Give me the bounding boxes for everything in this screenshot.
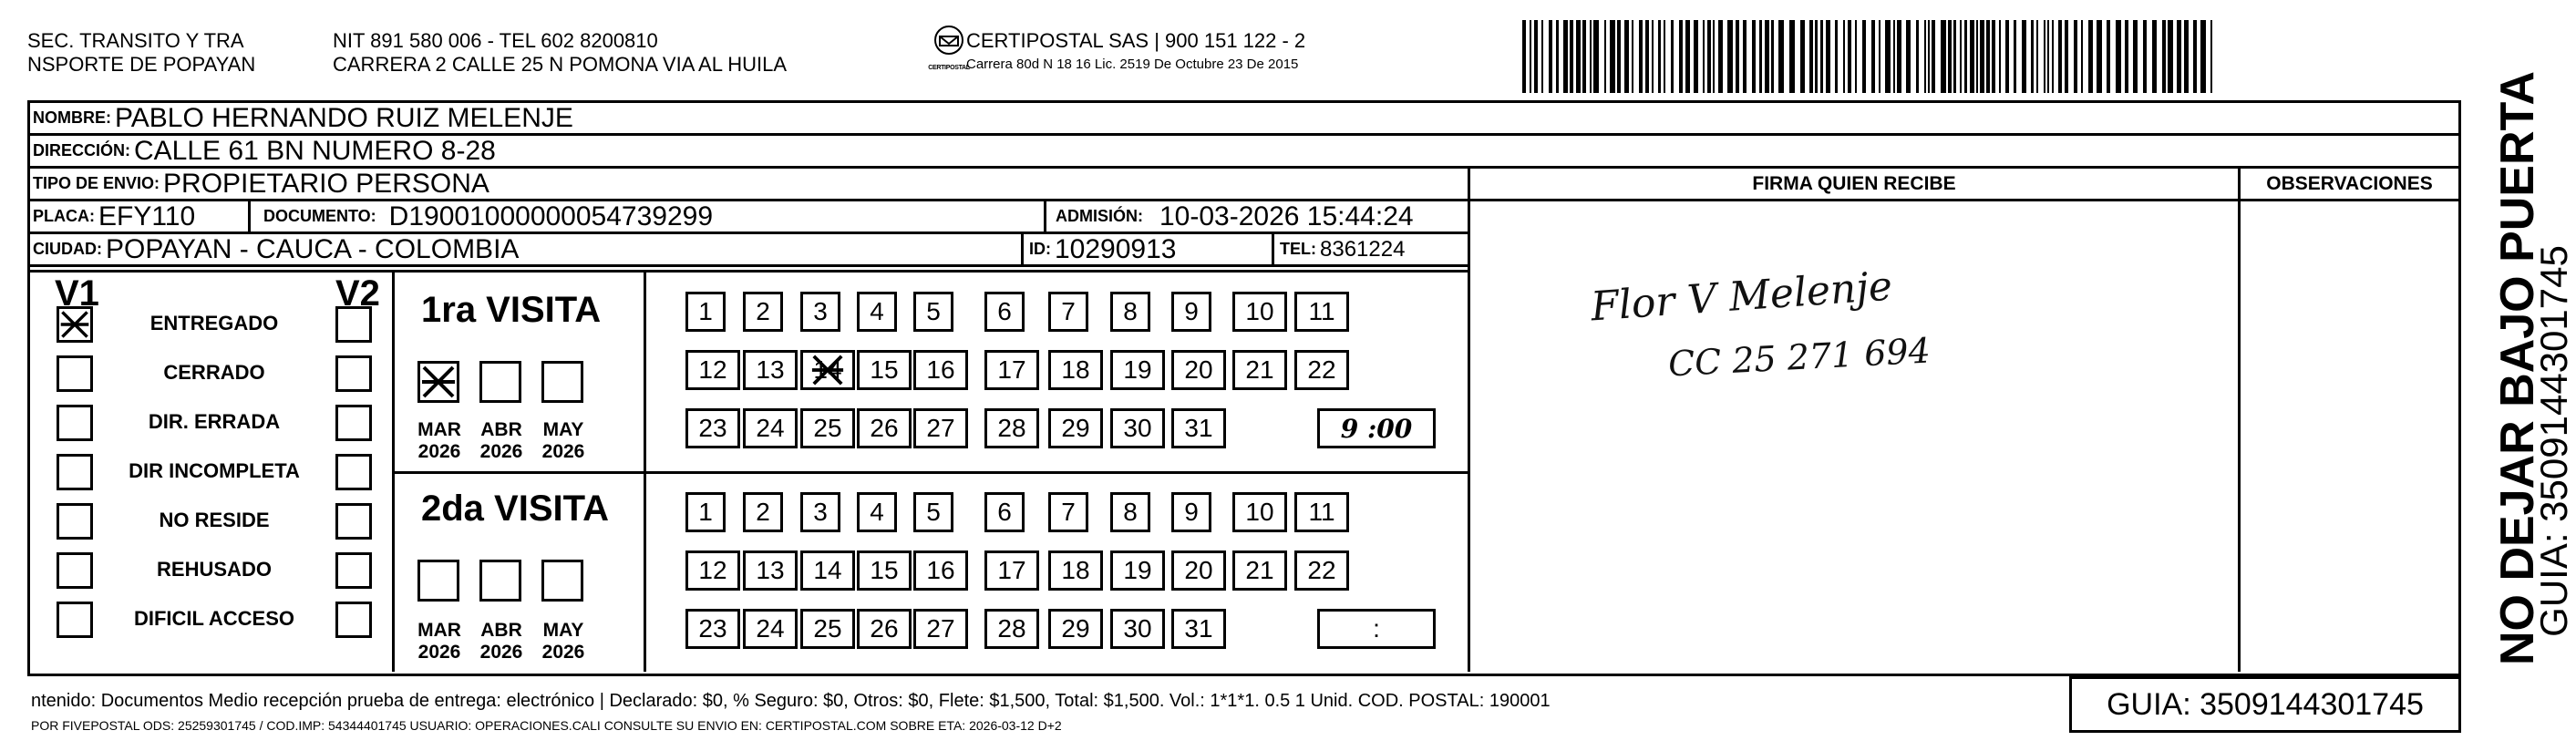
nit-line: NIT 891 580 006 - TEL 602 8200810 (333, 29, 658, 52)
footer-guia: GUIA: 3509144301745 (2069, 676, 2461, 733)
v2-checkbox-6[interactable] (335, 552, 372, 589)
v2-checkbox-1[interactable] (335, 306, 372, 343)
visit-2-month-mar[interactable] (417, 560, 459, 602)
visit-2-day-31[interactable]: 31 (1171, 609, 1226, 649)
status-label-6: REHUSADO (157, 558, 272, 581)
visit-1-day-5[interactable]: 5 (913, 292, 953, 332)
tel-value: 8361224 (1320, 236, 1406, 262)
visit-2-day-25[interactable]: 25 (800, 609, 855, 649)
visit-2-day-6[interactable]: 6 (984, 492, 1025, 532)
visit-2-day-17[interactable]: 17 (984, 550, 1039, 591)
placa-cell (27, 201, 251, 231)
visit-2-day-19[interactable]: 19 (1110, 550, 1165, 591)
status-label-2: CERRADO (163, 361, 265, 384)
visit-1-day-4[interactable]: 4 (857, 292, 897, 332)
visit-1-day-23[interactable]: 23 (685, 408, 740, 448)
visit-1-day-7[interactable]: 7 (1048, 292, 1088, 332)
nombre-row (27, 103, 2458, 136)
form-divider-obs (2238, 169, 2241, 672)
v2-checkbox-7[interactable] (335, 602, 372, 638)
check-mark-icon (803, 353, 852, 387)
visit-1-day-14[interactable]: 14 (800, 350, 855, 390)
v1-checkbox-1[interactable] (57, 306, 93, 343)
footer-line-2: POR FIVEPOSTAL ODS: 25259301745 / COD.IMP: 54344401745 USUARIO: OPERACIONES.CALI CONSULTE SU ENVIO EN: CERTIPOSTAL.COM SOBRE ETA: 2026-03-12 D+2 (31, 718, 1062, 733)
visit-2-day-3[interactable]: 3 (800, 492, 840, 532)
visit-1-day-30[interactable]: 30 (1110, 408, 1165, 448)
v1-checkbox-3[interactable] (57, 405, 93, 441)
documento-cell (251, 201, 1044, 231)
status-top-line (27, 270, 1468, 273)
status-label-4: DIR INCOMPLETA (129, 459, 300, 482)
visit-1-day-2[interactable]: 2 (743, 292, 783, 332)
ciudad-row (27, 234, 1468, 267)
tipo-label: TIPO DE ENVIO: (33, 174, 160, 192)
side-label (2472, 70, 2575, 665)
v1-checkbox-4[interactable] (57, 454, 93, 490)
visit-1-day-12[interactable]: 12 (685, 350, 740, 390)
visit-2-day-21[interactable]: 21 (1232, 550, 1287, 591)
visit-2-month-label: MAR 2026 (417, 620, 461, 663)
barcode (1522, 20, 2224, 95)
firma-header: FIRMA QUIEN RECIBE (1470, 169, 2238, 201)
v1-header: V1 (55, 273, 99, 314)
id-cell (1021, 234, 1272, 264)
nombre-value: PABLO HERNANDO RUIZ MELENJE (115, 102, 573, 133)
sender-line-2: NSPORTE DE POPAYAN (27, 53, 256, 76)
visit-1-day-22[interactable]: 22 (1294, 350, 1349, 390)
visit-1-day-24[interactable]: 24 (743, 408, 798, 448)
sender-line-1: SEC. TRANSITO Y TRA (27, 29, 244, 52)
visit-2-day-15[interactable]: 15 (857, 550, 912, 591)
courier-line-2: Carrera 80d N 18 16 Lic. 2519 De Octubre 23 De 2015 (966, 57, 1299, 72)
visit-2-day-7[interactable]: 7 (1048, 492, 1088, 532)
visit-2-day-30[interactable]: 30 (1110, 609, 1165, 649)
visit-1-month-label: MAY 2026 (541, 419, 585, 462)
observaciones-header: OBSERVACIONES (2241, 169, 2458, 201)
visit-1-day-18[interactable]: 18 (1048, 350, 1103, 390)
visit-2-month-label: MAY 2026 (541, 620, 585, 663)
placa-label: PLACA: (33, 207, 95, 225)
visit-2-day-5[interactable]: 5 (913, 492, 953, 532)
visit-1-day-31[interactable]: 31 (1171, 408, 1226, 448)
visit-2-day-9[interactable]: 9 (1171, 492, 1211, 532)
visit-1-day-11[interactable]: 11 (1294, 292, 1349, 332)
tipo-value: PROPIETARIO PERSONA (163, 168, 489, 199)
visit-2-day-14[interactable]: 14 (800, 550, 855, 591)
visit-2-day-11[interactable]: 11 (1294, 492, 1349, 532)
visit-1-day-15[interactable]: 15 (857, 350, 912, 390)
visit-2-day-2[interactable]: 2 (743, 492, 783, 532)
check-mark-icon (420, 364, 457, 400)
ciudad-cell (27, 234, 1021, 264)
visit-1-day-3[interactable]: 3 (800, 292, 840, 332)
address-line: CARRERA 2 CALLE 25 N POMONA VIA AL HUILA (333, 53, 788, 76)
id-value: 10290913 (1055, 233, 1177, 264)
visit-1-day-10[interactable]: 10 (1232, 292, 1287, 332)
calendar-divider (644, 270, 646, 672)
visit-1-day-27[interactable]: 27 (913, 408, 968, 448)
status-label-3: DIR. ERRADA (148, 410, 281, 433)
documento-value: D19001000000054739299 (388, 201, 714, 231)
visit-2-day-24[interactable]: 24 (743, 609, 798, 649)
visit-1-day-19[interactable]: 19 (1110, 350, 1165, 390)
admision-value: 10-03-2026 15:44:24 (1159, 201, 1414, 231)
courier-line-1: CERTIPOSTAL SAS | 900 151 122 - 2 (966, 29, 1306, 52)
visit-1-month-may[interactable] (541, 361, 583, 403)
visit-1-month-mar[interactable] (417, 361, 459, 403)
visit-2-time-field[interactable]: : (1317, 609, 1436, 649)
visit-1-day-21[interactable]: 21 (1232, 350, 1287, 390)
placa-value: EFY110 (98, 201, 196, 231)
status-label-7: DIFICIL ACCESO (133, 607, 294, 630)
tel-cell (1272, 234, 1405, 264)
visit-2-day-10[interactable]: 10 (1232, 492, 1287, 532)
form-divider-main (1468, 169, 1470, 672)
visit-1-day-6[interactable]: 6 (984, 292, 1025, 332)
visit-1-day-29[interactable]: 29 (1048, 408, 1103, 448)
visit-2-day-28[interactable]: 28 (984, 609, 1039, 649)
direccion-value: CALLE 61 BN NUMERO 8-28 (134, 135, 496, 166)
v2-checkbox-2[interactable] (335, 355, 372, 392)
v1-checkbox-5[interactable] (57, 503, 93, 540)
visit-2-day-13[interactable]: 13 (743, 550, 798, 591)
visit-2-month-may[interactable] (541, 560, 583, 602)
nombre-label: NOMBRE: (33, 108, 111, 127)
v2-checkbox-5[interactable] (335, 503, 372, 540)
v1-checkbox-2[interactable] (57, 355, 93, 392)
visit-2-day-20[interactable]: 20 (1171, 550, 1226, 591)
logo-text: CERTIPOSTAL (928, 65, 970, 71)
ciudad-value: POPAYAN - CAUCA - COLOMBIA (106, 233, 520, 264)
v2-checkbox-3[interactable] (335, 405, 372, 441)
visit-1-time-field[interactable]: 9 :00 (1317, 408, 1436, 448)
visit-divider (395, 471, 1468, 474)
visit-2-day-27[interactable]: 27 (913, 609, 968, 649)
status-label-5: NO RESIDE (159, 509, 270, 531)
ciudad-label: CIUDAD: (33, 240, 102, 258)
visit-1-day-28[interactable]: 28 (984, 408, 1039, 448)
v1-checkbox-7[interactable] (57, 602, 93, 638)
visit-1-month-label: ABR 2026 (479, 419, 523, 462)
direccion-row (27, 136, 2458, 169)
visit-1-day-1[interactable]: 1 (685, 292, 726, 332)
admision-cell (1044, 201, 1414, 231)
visit-2-day-23[interactable]: 23 (685, 609, 740, 649)
visit-2-day-12[interactable]: 12 (685, 550, 740, 591)
visit-1-month-label: MAR 2026 (417, 419, 461, 462)
visit-1-day-8[interactable]: 8 (1110, 292, 1150, 332)
handwritten-name: Flor V Melenje (1589, 262, 1894, 331)
handwritten-cc: CC 25 271 694 (1667, 330, 1932, 385)
tipo-row (27, 169, 1468, 201)
no-dejar-bajo-puerta: NO DEJAR BAJO PUERTA (2491, 70, 2544, 665)
visit-1-day-26[interactable]: 26 (857, 408, 912, 448)
visit-1-day-16[interactable]: 16 (913, 350, 968, 390)
visit-1-day-9[interactable]: 9 (1171, 292, 1211, 332)
side-guia: GUIA: 3509144301745 (2532, 245, 2575, 637)
id-label: ID: (1029, 240, 1051, 258)
visit-1-day-25[interactable]: 25 (800, 408, 855, 448)
visit-2-day-29[interactable]: 29 (1048, 609, 1103, 649)
visit-2-day-1[interactable]: 1 (685, 492, 726, 532)
direccion-label: DIRECCIÓN: (33, 141, 130, 159)
documento-label: DOCUMENTO: (263, 207, 376, 225)
visit-2-day-18[interactable]: 18 (1048, 550, 1103, 591)
visit-2-day-8[interactable]: 8 (1110, 492, 1150, 532)
first-visit-title: 1ra VISITA (421, 290, 602, 330)
v1-checkbox-6[interactable] (57, 552, 93, 589)
placa-row (27, 201, 1468, 234)
v2-header: V2 (335, 273, 380, 314)
footer-line-1: ntenido: Documentos Medio recepción prueba de entrega: electrónico | Declarado: $0, % Seguro: $0, Otros: $0, Flete: $1,500, Total: $1,500. Vol.: 1*1*1. 0.5 1 Unid. COD. POSTAL: 190001 (31, 691, 1551, 711)
check-mark-icon (59, 309, 90, 340)
v2-checkbox-4[interactable] (335, 454, 372, 490)
visit-2-month-label: ABR 2026 (479, 620, 523, 663)
tel-label: TEL: (1280, 240, 1316, 258)
admision-label: ADMISIÓN: (1056, 207, 1143, 225)
visit-1-day-13[interactable]: 13 (743, 350, 798, 390)
visit-2-month-abr[interactable] (479, 560, 521, 602)
status-label-1: ENTREGADO (149, 312, 279, 334)
visit-1-day-17[interactable]: 17 (984, 350, 1039, 390)
visit-2-day-26[interactable]: 26 (857, 609, 912, 649)
visit-2-day-4[interactable]: 4 (857, 492, 897, 532)
second-visit-title: 2da VISITA (421, 489, 609, 529)
visit-2-day-22[interactable]: 22 (1294, 550, 1349, 591)
visit-1-month-abr[interactable] (479, 361, 521, 403)
visit-1-day-20[interactable]: 20 (1171, 350, 1226, 390)
visit-2-day-16[interactable]: 16 (913, 550, 968, 591)
